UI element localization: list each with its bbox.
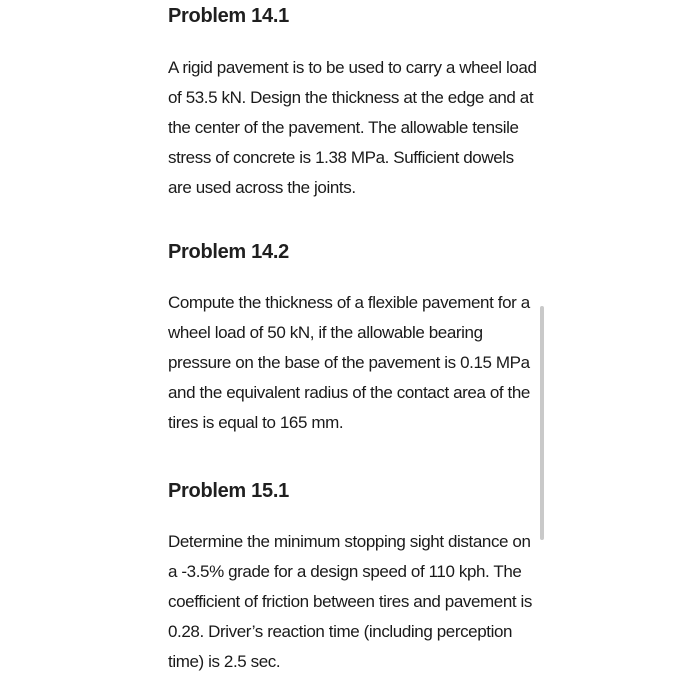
vertical-scrollbar-thumb[interactable] [540,306,544,540]
problem-15-1-text: Determine the minimum stopping sight distance on a -3.5% grade for a design speed of 110 kph. The coefficient of friction between tires and pavement is 0.28. Driver’s reaction time (including perception time) is 2.5 sec. [168,532,533,671]
problem-14-1-title: Problem 14.1 [168,5,289,27]
problem-14-2-title: Problem 14.2 [168,241,289,263]
problem-14-2-text: Compute the thickness of a flexible pavement for a wheel load of 50 kN, if the allowable bearing pressure on the base of the pavement is 0.15 MPa and the equivalent radius of the contact area of the tires is equal to 165 mm. [168,293,530,432]
problem-15-1-title: Problem 15.1 [168,480,289,502]
problem-14-1-text: A rigid pavement is to be used to carry a wheel load of 53.5 kN. Design the thickness at the edge and at the center of the pavement. The allowable tensile stress of concrete is 1.38 MPa. Sufficient dowels are used across the joints. [168,58,537,197]
